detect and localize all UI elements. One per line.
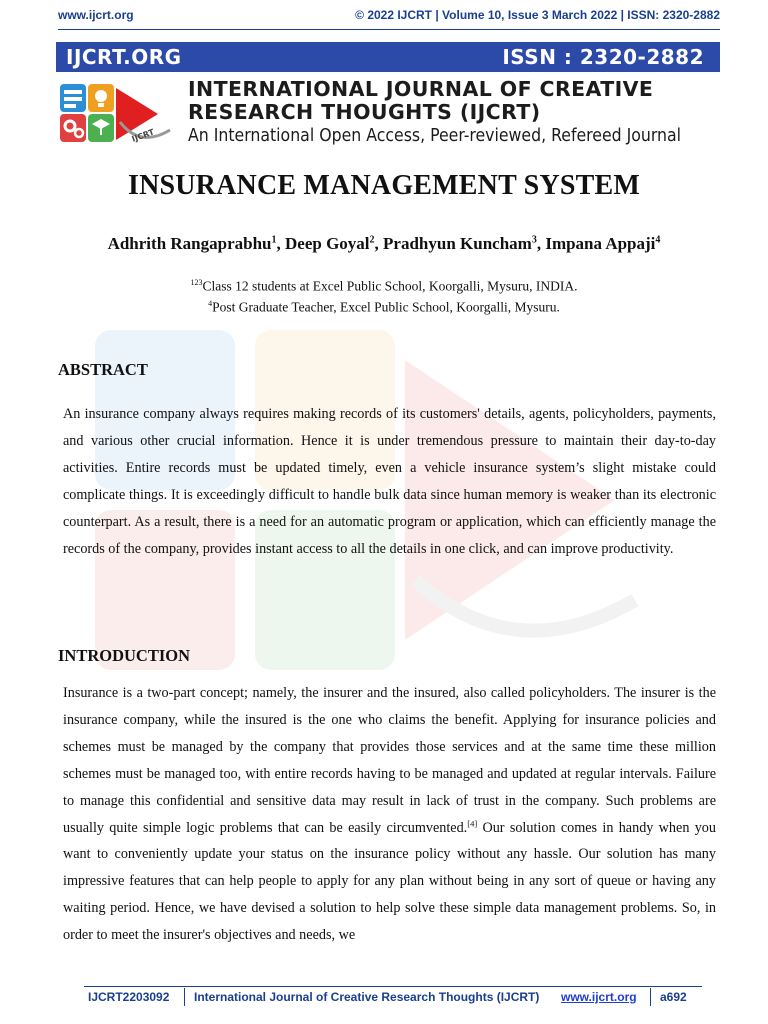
journal-title xyxy=(188,78,728,124)
author-name: Impana Appaji xyxy=(545,234,656,253)
ijcrt-logo xyxy=(58,78,180,152)
author-name: Adhrith Rangaprabhu xyxy=(107,234,272,253)
journal-subtitle: An International Open Access, Peer-reviewed, Refereed Journal xyxy=(188,126,682,146)
author-sup: 2 xyxy=(369,234,375,246)
affiliation-text: Post Graduate Teacher, Excel Public School, Koorgalli, Mysuru. xyxy=(212,299,560,315)
author-sup: 3 xyxy=(531,234,537,246)
header-rule xyxy=(58,29,720,30)
running-header xyxy=(0,0,768,34)
author-name: Deep Goyal xyxy=(285,234,370,253)
footer-separator xyxy=(650,988,651,1006)
footer-journal-name: International Journal of Creative Research Thoughts (IJCRT) xyxy=(194,990,540,1004)
intro-text-part1: Insurance is a two-part concept; namely, the insurer and the insured, also called policyholders. The insurer is the insurance company, while the insured is the one who claims the benefit. Applying for insurance policies and schemes must be managed by the company that provides those services and at the same time these million schemes must be managed too, with entire records having to be managed and updated at regular intervals. Failure to manage this confidential and sensitive data may result in lack of trust in the company. Such problems are usually quite simple logic problems that can be easily circumvented. xyxy=(63,685,716,836)
citation-ref[interactable]: [4] xyxy=(467,817,478,828)
paper-title: INSURANCE MANAGEMENT SYSTEM xyxy=(127,170,641,201)
abstract-text: An insurance company always requires making records of its customers' details, agents, policyholders, payments, and various other crucial information. Hence it is under tremendous pressure to maintain their day-to-day activities. Entire records must be updated timely, even a vehicle insurance system’s slight mistake could complicate things. It is exceedingly difficult to handle bulk data since human memory is weaker than its electronic counterpart. As a result, there is a need for an automatic program or application, which can efficiently manage the records of the company, provides instant access to all the details in one click, and can improve productivity. xyxy=(63,406,716,557)
journal-band xyxy=(56,42,720,72)
abstract-heading: ABSTRACT xyxy=(58,360,148,379)
author-sup: 4 xyxy=(655,234,661,246)
journal-title-line2: RESEARCH THOUGHTS (IJCRT) xyxy=(188,100,541,124)
affiliation-text: Class 12 students at Excel Public School, Koorgalli, Mysuru, INDIA. xyxy=(202,278,578,294)
author-name: Pradhyun Kuncham xyxy=(383,234,532,253)
logo-text: IJCRT xyxy=(130,127,156,144)
footer-url-link[interactable]: www.ijcrt.org xyxy=(561,990,637,1004)
header-citation: © 2022 IJCRT | Volume 10, Issue 3 March 2022 | ISSN: 2320-2882 xyxy=(355,8,720,22)
introduction-heading: INTRODUCTION xyxy=(58,646,191,665)
footer-paper-id: IJCRT2203092 xyxy=(88,990,170,1004)
band-issn-label: ISSN : 2320-2882 xyxy=(502,45,704,69)
introduction-text xyxy=(63,680,716,949)
footer-page-number: a692 xyxy=(660,990,687,1004)
band-site-label: IJCRT.ORG xyxy=(66,45,182,69)
intro-text-part2: Our solution comes in handy when you want to conveniently update your status on the insurance policy without any hassle. Our solution has many impressive features that can help people to apply for any plan without being in any sort of queue or having any waiting period. Hence, we have devised a solution to help solve these simple data management problems. So, in order to meet the insurer's objectives and needs, we xyxy=(63,819,716,944)
header-site[interactable]: www.ijcrt.org xyxy=(58,8,134,22)
footer-rule xyxy=(84,986,702,987)
page-footer xyxy=(84,986,702,1012)
journal-title-line1: INTERNATIONAL JOURNAL OF CREATIVE xyxy=(188,77,654,101)
affiliation-1 xyxy=(0,278,768,295)
author-list: Adhrith Rangaprabhu$^1$, Deep Goyal$^2$, Pradhyun Kuncham$^3$, Impana Appaji$^4$ xyxy=(107,234,661,253)
affiliation-2 xyxy=(0,299,768,316)
author-sup: 1 xyxy=(271,234,277,246)
affiliation-sup: 123 xyxy=(190,278,203,287)
footer-separator xyxy=(184,988,185,1006)
affiliation-sup: 4 xyxy=(208,299,213,308)
